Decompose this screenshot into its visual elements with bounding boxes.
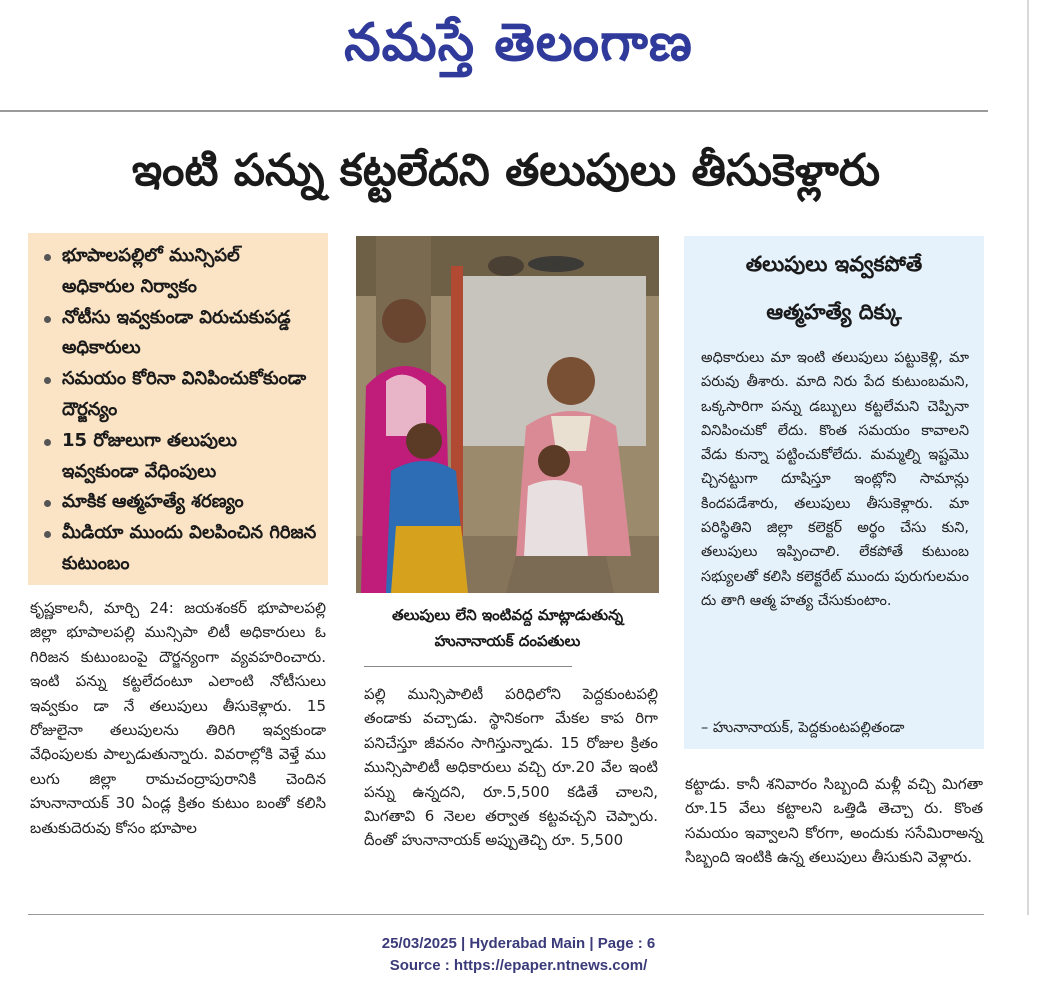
footer-date-edition: 25/03/2025 | Hyderabad Main | Page : 6 [381, 935, 656, 952]
family-photo-illustration [356, 236, 659, 593]
highlight-item: 15 రోజులుగా తలుపులు ఇవ్వకుండా వేధింపులు [40, 426, 318, 488]
sidebox-signature: – హునానాయక్, పెద్దకుంటపల్లితండా [701, 720, 905, 736]
photo-caption: తలుపులు లేని ఇంటివద్ద మాట్లాడుతున్న హునానాయక్ దంపతులు [391, 606, 624, 650]
footer-source-link[interactable]: Source : https://epaper.ntnews.com/ [389, 957, 648, 974]
article-column-2: పల్లి మున్సిపాలిటీ పరిధిలోని పెద్దకుంటపల్లి తండాకు వచ్చాడు. స్థానికంగా మేకల కాప రిగా పనిచేస్తూ జీవనం సాగిస్తున్నాడు. 15 రోజుల క్రితం మున్సిపాలిటీ అధికారులు వచ్చి రూ.20 వేల ఇంటి పన్ను ఉన్నదని, రూ.5,500 కడితే చాలని, మిగతావి 6 నెలల తర్వాత కట్టవచ్చని చెప్పారు. దీంతో హునానాయక్ అప్పుతెచ్చి రూ. 5,500 [364, 685, 658, 850]
highlight-item: భూపాలపల్లిలో మున్సిపల్ అధికారుల నిర్వాకం [40, 241, 318, 303]
page-edge [1027, 0, 1029, 915]
highlights-box [28, 233, 328, 585]
caption-divider [364, 666, 572, 667]
highlight-item: నోటీసు ఇవ్వకుండా విరుచుకుపడ్డ అధికారులు [40, 303, 318, 365]
masthead-logo: నమస్తే తెలంగాణ [344, 13, 693, 73]
highlight-item: మీడియా ముందు విలపించిన గిరిజన కుటుంబం [40, 518, 318, 580]
article-column-1: కృష్ణకాలనీ, మార్చి 24: జయశంకర్ భూపాలపల్లి జిల్లా భూపాలపల్లి మున్సిపా లిటీ అధికారులు ఓ గిరిజన కుటుంబంపై దౌర్జన్యంగా వ్యవహరించారు. ఇంటి పన్ను కట్టలేదంటూ ఎలాంటి నోటీసులు ఇవ్వకుం డా నే తలుపులు తీసుకెళ్లారు. 15 రోజులైనా తలుపులను తిరిగి ఇవ్వకుండా వేధింపులకు పాల్పడుతున్నారు. వివరాల్లోకి వెళ్తే ము లుగు జిల్లా రామచంద్రాపురానికి చెందిన హునానాయక్ 30 ఏండ్ల క్రితం కుటుం బంతో కలిసి బతుకుదెరువు కోసం భూపాల [30, 599, 326, 837]
sidebox-title-line-2: ఆత్మహత్యే దిక్కు [766, 300, 902, 324]
highlight-item: సమయం కోరినా వినిపించుకోకుండా దౌర్జన్యం [40, 364, 318, 426]
highlight-item: మాకిక ఆత్మహత్యే శరణ్యం [40, 487, 318, 518]
header-divider [0, 110, 988, 112]
sidebox-title-line-1: తలుపులు ఇవ్వకపోతే [745, 252, 923, 276]
article-column-3: కట్టాడు. కానీ శనివారం సిబ్బంది మళ్లీ వచ్చి మిగతా రూ.15 వేలు కట్టాలని ఒత్తిడి తెచ్చా రు. కొంత సమయం ఇవ్వాలని కోరగా, అందుకు ససేమిరాఅన్న సిబ్బంది ఇంటికి ఉన్న తలుపులు తీసుకుని వెళ్లారు. [685, 775, 983, 867]
family-photo [356, 236, 659, 593]
sidebox-body: అధికారులు మా ఇంటి తలుపులు పట్టుకెళ్లి, మా పరువు తీశారు. మాది నిరు పేద కుటుంబమని, ఒక్కసారిగా పన్ను డబ్బులు కట్టలేమని చెప్పినా వినిపించుకో లేదు. కొంత సమయం కావాలని వేడు కున్నా పట్టించుకోలేదు. మమ్మల్ని ఇష్టమొ చ్చినట్టుగా దూషిస్తూ ఇంట్లోని సామాన్లు కిందపడేశారు, తలుపులు తీసుకెళ్లారు. మా పరిస్థితిని జిల్లా కలెక్టర్ అర్థం చేసు కుని, తలుపులు ఇప్పించాలి. లేకపోతే కుటుంబ సభ్యులతో కలిసి కలెక్టరేట్ ముందు పురుగులమం దు తాగి ఆత్మ హత్య చేసుకుంటాం. [701, 350, 969, 609]
footer-divider [28, 914, 984, 915]
article-headline: ఇంటి పన్ను కట్టలేదని తలుపులు తీసుకెళ్లారు [131, 145, 881, 196]
page-footer [0, 933, 1037, 977]
